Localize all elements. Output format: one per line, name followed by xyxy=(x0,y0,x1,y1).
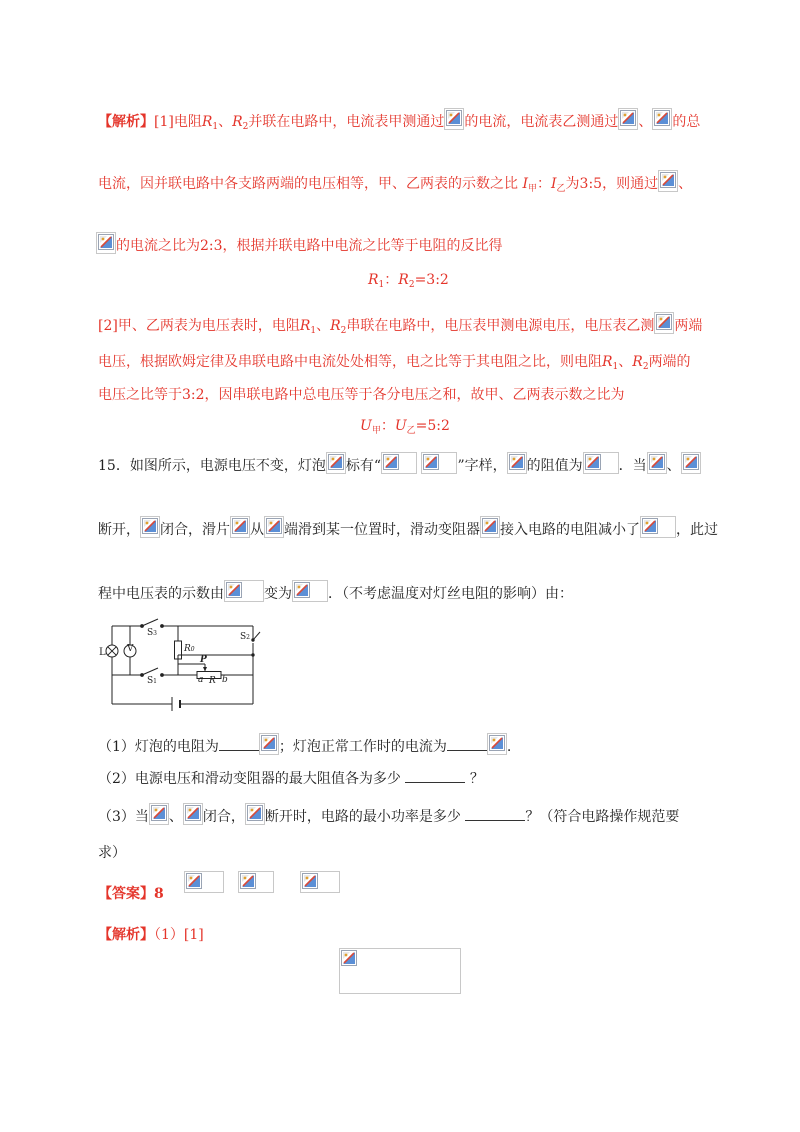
analysis-label: 【解析】 xyxy=(98,114,154,130)
broken-image-icon xyxy=(96,232,116,254)
circuit-label-R0: R0 xyxy=(184,644,195,654)
analysis-line-1: 【解析】[1]电阻$R_1$、$R_2$并联在电路中，电流表甲测通过 的电流，电流表乙测通过 、 的总 xyxy=(98,108,700,137)
broken-image-icon xyxy=(238,871,274,893)
circuit-diagram xyxy=(92,615,272,720)
broken-image-icon xyxy=(487,733,507,755)
answer-blank xyxy=(447,736,487,751)
broken-image-icon xyxy=(326,452,346,474)
circuit-label-b: b xyxy=(222,675,228,685)
broken-image-icon xyxy=(300,871,340,893)
broken-image-icon xyxy=(480,516,500,538)
circuit-label-S1: S1 xyxy=(147,676,157,686)
sub-question-2: （2）电源电压和滑动变阻器的最大阻值各为多少 ？ xyxy=(98,768,484,789)
broken-image-icon xyxy=(421,452,457,474)
broken-image-icon xyxy=(583,452,619,474)
analysis-label: 【解析】 xyxy=(98,927,154,943)
broken-image-icon xyxy=(184,871,224,893)
broken-image-icon xyxy=(681,452,701,474)
broken-image-icon xyxy=(658,170,678,192)
circuit-label-P: P xyxy=(200,655,207,665)
broken-image-icon xyxy=(339,948,461,994)
circuit-label-S3: S3 xyxy=(147,628,157,638)
analysis-line-4: [2]甲、乙两表为电压表时，电阻$R_1$、$R_2$串联在电路中，电压表甲测电源电压，电压表乙测 两端 xyxy=(98,312,702,341)
question-15-line-3: 程中电压表的示数由 变为 ．（不考虑温度对灯丝电阻的影响）由： xyxy=(98,580,573,604)
answer-blank xyxy=(219,736,259,751)
sub-question-1: （1）灯泡的电阻为 ；灯泡正常工作时的电流为 . xyxy=(98,733,511,757)
broken-image-icon xyxy=(292,580,328,602)
broken-image-icon xyxy=(149,803,169,825)
broken-image-icon xyxy=(652,108,672,130)
circuit-label-V: V xyxy=(127,644,134,654)
question-15-line-1: 15．如图所示，电源电压不变，灯泡 标有“ ”字样， 的阻值为 ．当 、 xyxy=(98,452,701,476)
broken-image-icon xyxy=(381,452,417,474)
analysis-line-3: 的电流之比为2:3，根据并联电路中电流之比等于电阻的反比得 xyxy=(96,232,503,256)
broken-image-icon xyxy=(140,516,160,538)
answer-blank xyxy=(465,806,525,821)
broken-image-icon xyxy=(507,452,527,474)
answer-blank xyxy=(405,768,465,783)
broken-image-icon xyxy=(618,108,638,130)
broken-image-icon xyxy=(245,803,265,825)
analysis-line-2: 电流，因并联电路中各支路两端的电压相等，甲、乙两表的示数之比 $I_甲$：$I_乙$为3:5，则通过 、 xyxy=(98,170,692,199)
analysis-2-line: 【解析】（1）[1] xyxy=(98,927,204,943)
question-15-line-2: 断开， 闭合，滑片 从 端滑到某一位置时，滑动变阻器 接入电路的电阻减小了 ，此过 xyxy=(98,516,718,540)
broken-image-icon xyxy=(444,108,464,130)
broken-image-icon xyxy=(654,312,674,334)
broken-image-icon xyxy=(647,452,667,474)
circuit-label-R: R xyxy=(209,676,216,686)
broken-image-icon xyxy=(259,733,279,755)
answer-line xyxy=(98,884,164,904)
broken-image-icon xyxy=(230,516,250,538)
broken-image-icon xyxy=(640,516,676,538)
equation-resistance-ratio: $R_1$：$R_2=3:2$ xyxy=(368,272,449,290)
answer-label: 【答案】8 xyxy=(98,886,164,902)
broken-image-icon xyxy=(183,803,203,825)
broken-image-icon xyxy=(264,516,284,538)
sub-question-3: （3）当 、 闭合， 断开时，电路的最小功率是多少 ？（符合电路操作规范要 xyxy=(98,803,679,827)
analysis-line-5: 电压，根据欧姆定律及串联电路中电流处处相等，电之比等于其电阻之比，则电阻$R_1$、$R_2$两端的 xyxy=(98,354,691,372)
circuit-label-S2: S2 xyxy=(240,632,250,642)
circuit-label-L: L xyxy=(99,647,106,658)
equation-voltage-ratio: $U_甲$：$U_乙=5:2$ xyxy=(360,418,450,436)
analysis-line-6: 电压之比等于3:2，因串联电路中总电压等于各分电压之和，故甲、乙两表示数之比为 xyxy=(98,387,625,403)
circuit-label-a: a xyxy=(198,675,204,685)
broken-image-icon xyxy=(224,580,264,602)
sub-question-3-cont: 求） xyxy=(98,845,126,861)
